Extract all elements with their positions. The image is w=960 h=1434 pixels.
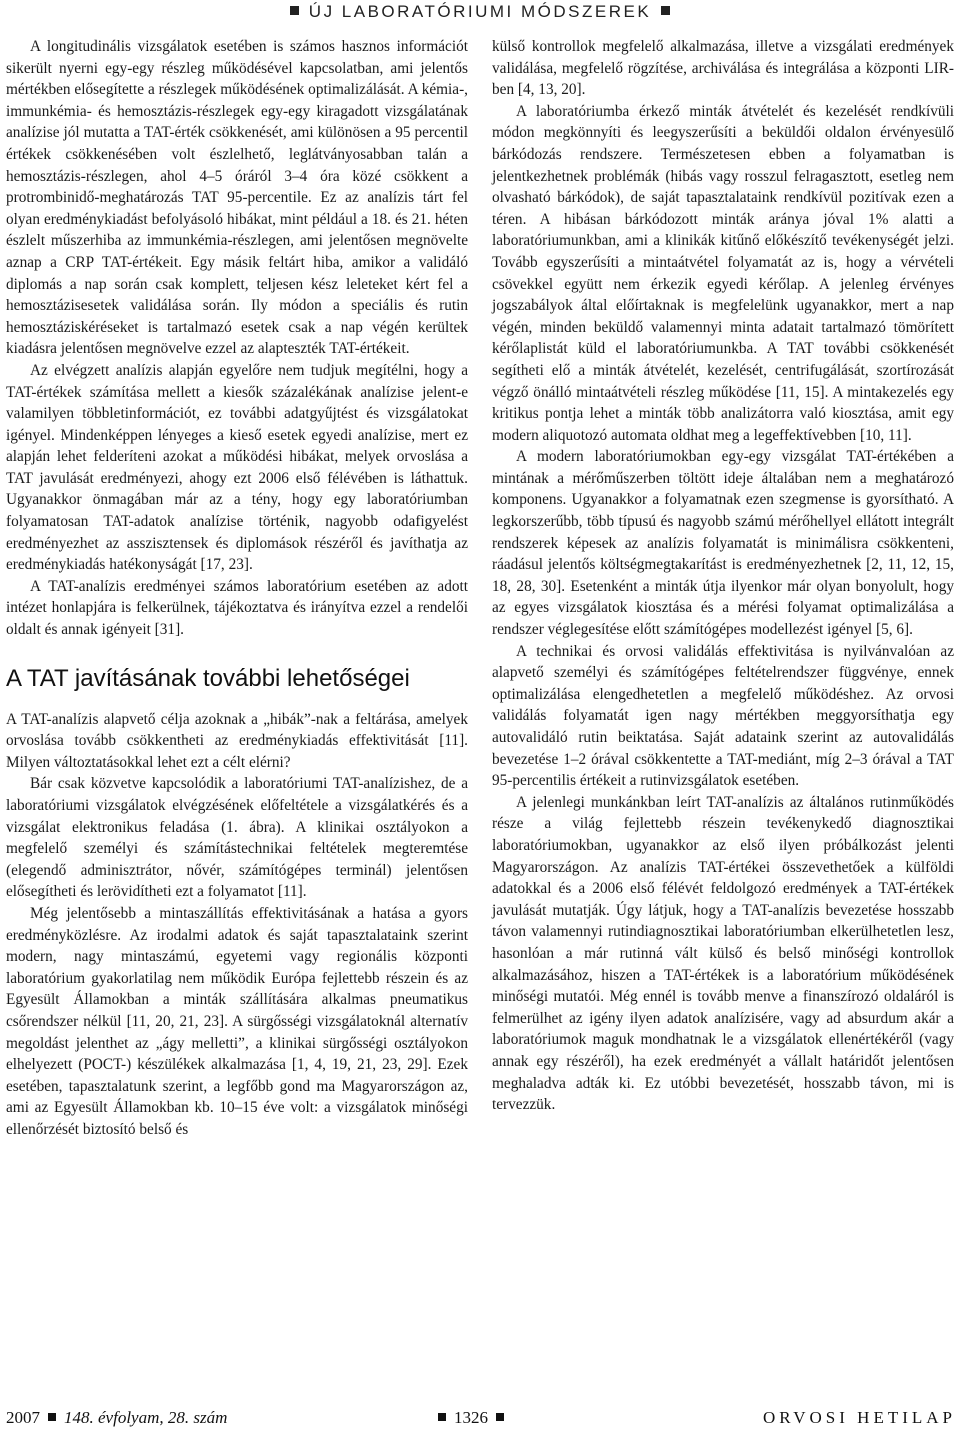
paragraph: A longitudinális vizsgálatok esetében is számos hasznos információt sikerült nyerni egy-egy részleg működésével kapcsolatban, ami jelentős mértékben elősegítette a részlegek működésének optimalizálását. A kémia-, immunkémia- és hemosztázis-részlegek egy-egy kiragadott vizsgálatának analízise jól mutatta a TAT-érték csökkenését, ami különösen a 95 percentil értékek csökkenésében volt észlelhető, leglátványosabban talán a hemosztázis-részlegen, ahol 4–5 óráról 3–4 óra közé csökkent a protrombinidő-meghatározás TAT 95-percentile. Ez az analízis tárt fel olyan eredménykiadást befolyásoló hibákat, mint például a 18. és 21. héten észlelt műszerhiba az immunkémia-részlegen, ami jelentősen megnövelte aznap a CRP TAT-értékeit. Egy másik feltárt hiba, amikor a validáló diplomás a nap során csak komplett, teljesen kész leleteket kért fel a hemosztázisesetek validálása során. Ily módon a speciális és rutin hemosztáziskéréseket is tartalmazó esetek csak a nap végén kerültek kiadásra jelentősen megnövelve ezzel az alapteszték TAT-értékeit. bbox=[6, 38, 468, 358]
square-bullet-icon bbox=[438, 1413, 446, 1421]
paragraph: A jelenlegi munkánkban leírt TAT-analízis az általános rutinműködés része a világ fejlettebb részein tevékenykedő diagnosztikai laboratóriumokban, ugyanakkor az első ilyen próbálkozást jelenti Magyarországon. Az analízis TAT-értékei összevethetőek a külföldi adatokkal és a 2006 első félévét feldolgozó eredmények a TAT-értékek javulását mutatják. Úgy látjuk, hogy a TAT-analízis bevezetése hosszabb távon valamennyi rutindiagnosztikai laboratóriumban elkerülhetetlen lesz, hasonlóan a már rutinná vált külső és belső minőségi kontrollok alkalmazásához, hiszen a TAT-értékek is a laboratórium működésének minőségi mutatói. Még ennél is tovább menve a finanszírozó oldaláról is felmerülhet az igény ilyen adatok analízisére, vagy ad absurdum akár a laboratóriumok maguk mondhatnak le a vizsgálatok ellenértékéről (vagy annak egy részéről), ha ezek eredményét a vállalt határidőt jelentősen meghaladva adták ki. Ez utóbbi bevezetését, hosszabb távon, mi is tervezzük. bbox=[492, 793, 954, 1114]
footer-year: 2007 bbox=[6, 1408, 40, 1427]
page-footer bbox=[6, 1405, 956, 1431]
paragraph: A TAT-analízis alapvető célja azoknak a „hibák”-nak a feltárása, amelyek orvoslása tovább csökkentheti az eredménykiadás effektivitását [11]. Milyen változtatásokkal lehet ezt a célt elérni? bbox=[6, 710, 468, 771]
paragraph: Még jelentősebb a mintaszállítás effektivitásának a hatása a gyors eredményközlésre. Az irodalmi adatok és saját tapasztalataink szerint modern, nagy mintaszámú, egyetemi vagy regionális központi laboratórium gyakorlatilag nem működik Európa fejlettebb részein és az Egyesült Államokban a minták szállítására alkalmas pneumatikus csőrendszer nélkül [11, 20, 21, 23]. A sürgősségi vizsgálatoknál alternatív megoldást jelenthet az „ágy melletti”, a klinikai sürgősségi osztályokon elhelyezett (POCT-) készülékek alkalmazása [1, 4, 19, 21, 23, 29]. Ezek esetében, tapasztalatunk szerint, a legfőbb gond ma Magyarországon az, ami az Egyesült Államokban kb. 10–15 éve volt: a vizsgálatok minőségi ellenőrzését biztosító belső és bbox=[6, 904, 468, 1138]
section-title: ÚJ LABORATÓRIUMI MÓDSZEREK bbox=[308, 2, 652, 21]
right-column bbox=[492, 36, 954, 1116]
paragraph: A TAT-analízis eredményei számos laboratórium esetében az adott intézet honlapjára is felkerülnek, tájékoztatva és irányítva ezzel a rendelői oldalt és annak igényeit [31]. bbox=[6, 577, 468, 639]
footer-volume: 148. évfolyam, 28. szám bbox=[64, 1408, 228, 1427]
square-bullet-icon bbox=[496, 1413, 504, 1421]
paragraph: külső kontrollok megfelelő alkalmazása, illetve a vizsgálati eredmények validálása, megfelelő rögzítése, archiválása és integrálása a központi LIR-ben [4, 13, 20]. bbox=[492, 38, 954, 99]
footer-issue bbox=[6, 1405, 227, 1431]
paragraph: A laboratóriumba érkező minták átvételét és kezelését rendkívüli módon megkönnyíti és leegyszerűsíti a beküldői oldalon érvényesülő bárkódozás rendszere. Természetesen ebben a folyamatban is jelentkezhetnek problémák (hibás vagy rosszul felragasztott, esetleg nem olvasható bárkódok), de saját tapasztalataink rendkívül pozitívak ezen a téren. A hibásan bárkódozott minták aránya jóval 1% alatti a laboratóriumunkban, ami a klinikák kitűnő előkészítő tevékenységét jelzi. Tovább egyszerűsíti a mintaátvétel folyamatát az is, hogy a vérvételi csövekkel együtt nem érkezik egyedi kérőlap. A jelenleg érvényes jogszabályok által előírtaknak is megfelelünk ugyanakkor, mert a nap végén, minden beküldő valamennyi minta adatait tartalmazó tömörített kérőlaplistát küld el laboratóriumunkba. A TAT további csökkenését segítheti elő a minták átvételét, kezelését, centrifugálását, szortírozását végző önálló mintaátvételi részleg működése [11, 15]. A mintakezelés egy kritikus pontja lehet a minták több analizátorra való kiosztása, amit egy modern aliquotozó automata oldhat meg a legeffektívebben [10, 11]. bbox=[492, 102, 954, 444]
square-bullet-icon bbox=[290, 6, 299, 15]
paragraph: Bár csak közvetve kapcsolódik a laboratóriumi TAT-analízishez, de a laboratóriumi vizsgálatok elvégzésének előfeltétele a vizsgálatkérés és a vizsgálat elektronikus feladása (1. ábra). A klinikai osztályokon a megfelelő személyi és számítástechnikai feltételek megteremtése (elegendő adminisztrátor, nővér, számítógépes terminál) jelentősen elősegítheti és lerövidítheti ezt a folyamatot [11]. bbox=[6, 775, 468, 901]
square-bullet-icon bbox=[48, 1413, 56, 1421]
paragraph: Az elvégzett analízis alapján egyelőre nem tudjuk megítélni, hogy a TAT-értékek számítása mellett a kiesők százalékának analízise jelent-e valamilyen többletinformációt, ez további adatgyűjtést és vizsgálatokat igényel. Mindenképpen lényeges a kieső esetek egyedi analízise, mert ez alapján lehet felderíteni azokat a működési hibákat, melyek orvoslása a TAT javulását eredményezi, ahogy ezt 2006 első félévében is láthattuk. Ugyanakkor önmagában már az a tény, hogy egy laboratóriumban folyamatosan TAT-adatok analízise történik, nagyobb odafigyelést eredményezhet az asszisztensek és diplomások részéről és javíthatja az eredménykiadás hatékonyságát [17, 23]. bbox=[6, 361, 468, 574]
paragraph: A modern laboratóriumokban egy-egy vizsgálat TAT-értékében a mintának a mérőműszerben töltött ideje általában nem a meghatározó komponens. Ugyanakkor a folyamatnak ezen szegmense is gyorsítható. A legkorszerűbb, több típusú és nagyobb számú mérőhellyel ellátott integrált rendszerek képesek az analízis folyamatát is minimálisra csökkenteni, ráadásul jelentős költségmegtakarítást is eredményezhetnek [2, 11, 12, 15, 18, 28, 30]. Esetenként a minták útja ilyenkor már olyan bonyolult, hogy az egyes vizsgálatok kiosztása és a mérési folyamat optimalizálása a rendszer véglegesítése előtt számítógépes modellezést igényel [5, 6]. bbox=[492, 448, 954, 639]
square-bullet-icon bbox=[661, 6, 670, 15]
page-number: 1326 bbox=[454, 1408, 488, 1427]
section-heading: A TAT javításának további lehetőségei bbox=[6, 664, 410, 692]
footer-page bbox=[430, 1405, 512, 1431]
paragraph: A technikai és orvosi validálás effektivitása is nyilvánvalóan az alapvető személyi és számítógépes feltételrendszer függvénye, ennek optimalizálása elengedhetetlen a megfelelő működéshez. Az orvosi validálás folyamatát igen nagy mértékben meggyorsíthatja egy autovalidáló rutin beiktatása. Saját adataink szerint az autovalidálás bevezetése 1–2 órával csökkentette a TAT-mediánt, míg 2–3 órával a TAT 95-percentilis értékeit a rutinvizsgálatok esetében. bbox=[492, 642, 954, 790]
running-header bbox=[0, 0, 960, 24]
left-column bbox=[6, 36, 468, 1141]
journal-name: ORVOSI HETILAP bbox=[763, 1408, 956, 1427]
